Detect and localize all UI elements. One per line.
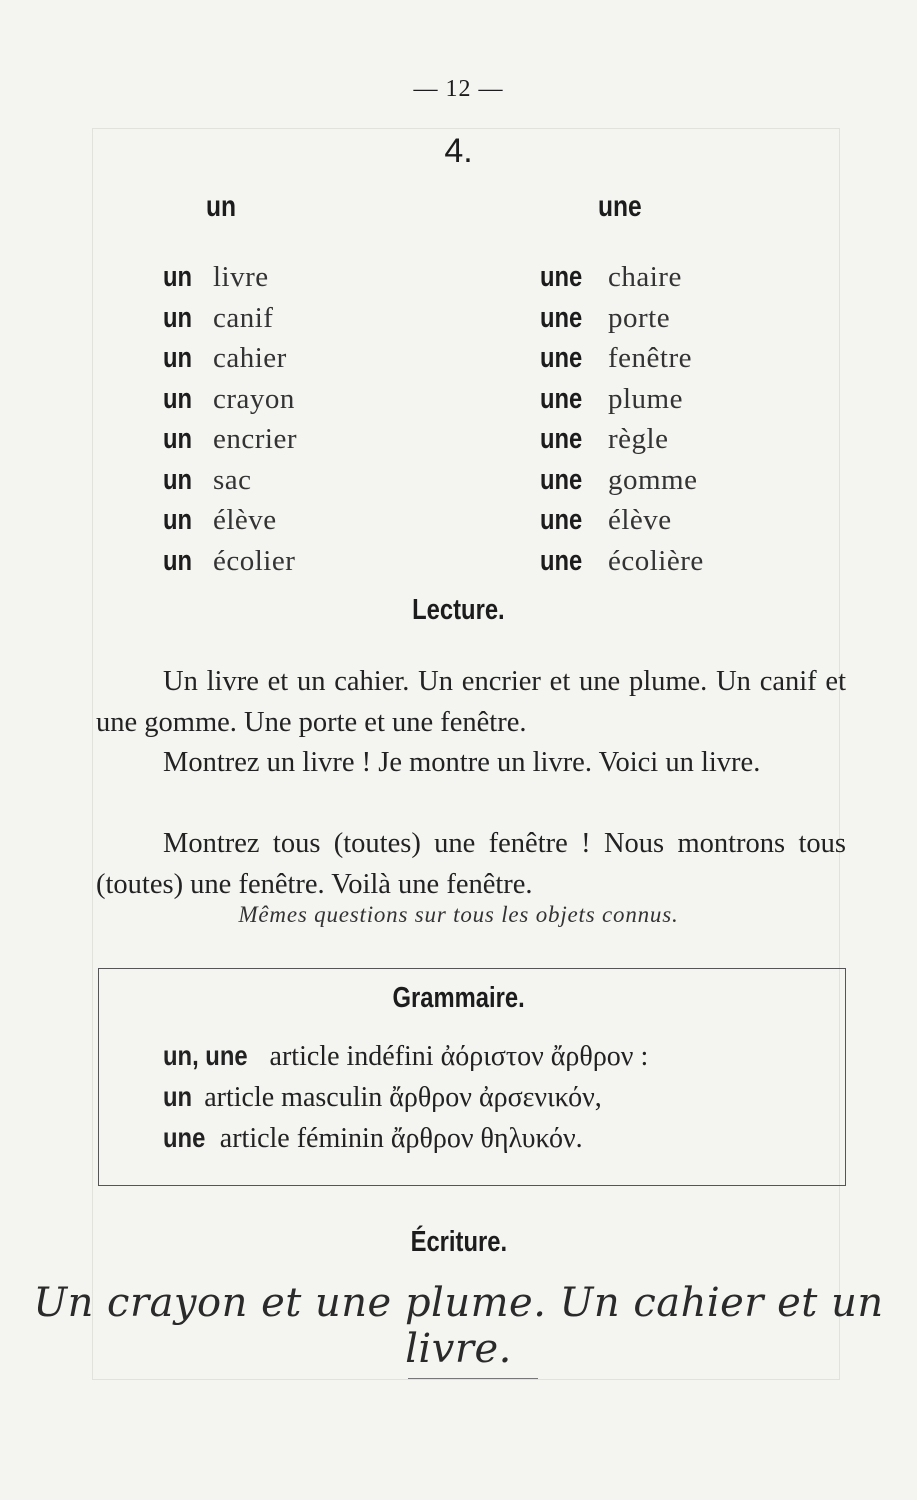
divider-rule [408, 1378, 538, 1379]
vocab-row: une fenêtre [540, 342, 692, 374]
grammar-line: une article féminin ἄρθρον θηλυκόν. [163, 1122, 583, 1154]
feminine-column-heading: une [598, 190, 642, 223]
vocab-row: un crayon [163, 382, 295, 415]
masculine-vocab-list [163, 257, 297, 581]
lecture-paragraph: Un livre et un cahier. Un encrier et une plume. Un canif et une gomme. Une porte et une fenêtre. [96, 666, 846, 738]
vocab-row: un encrier [163, 423, 297, 455]
lecture-paragraph: Montrez tous (toutes) une fenêtre ! Nous montrons tous (toutes) une fenêtre. Voilà une fenêtre. [96, 828, 846, 900]
vocab-row: une chaire [540, 261, 682, 293]
vocab-row: un cahier [163, 342, 287, 374]
vocab-row: une élève [540, 504, 672, 536]
feminine-vocab-list [540, 257, 704, 581]
cursive-writing-line: Un crayon et une plume. Un cahier et un livre. [33, 1280, 884, 1372]
ecriture-heading: Écriture. [410, 1226, 507, 1258]
grammar-line: un, une article indéfini ἀόριστον ἄρθρον : [163, 1040, 649, 1072]
lecture-note: Mêmes questions sur tous les objets connus. [238, 902, 679, 927]
vocab-row: une porte [540, 301, 671, 334]
lecture-heading: Lecture. [412, 594, 505, 626]
grammar-heading: Grammaire. [392, 982, 525, 1014]
vocab-row: une gomme [540, 463, 698, 496]
vocab-row: un canif [163, 301, 274, 334]
vocab-row: une écolière [540, 544, 704, 577]
vocab-row: un sac [163, 463, 252, 496]
grammar-line: un article masculin ἄρθρον ἀρσενικόν, [163, 1081, 602, 1113]
vocab-row: un livre [163, 261, 269, 293]
lecture-paragraph: Montrez un livre ! Je montre un livre. Voici un livre. [163, 747, 761, 778]
masculine-column-heading: un [206, 190, 237, 223]
vocab-row: un écolier [163, 544, 296, 577]
page-number: — 12 — [413, 76, 504, 102]
vocab-row: une règle [540, 423, 669, 455]
vocab-row: un élève [163, 504, 277, 536]
lesson-number: 4. [444, 132, 473, 170]
vocab-row: une plume [540, 382, 683, 415]
